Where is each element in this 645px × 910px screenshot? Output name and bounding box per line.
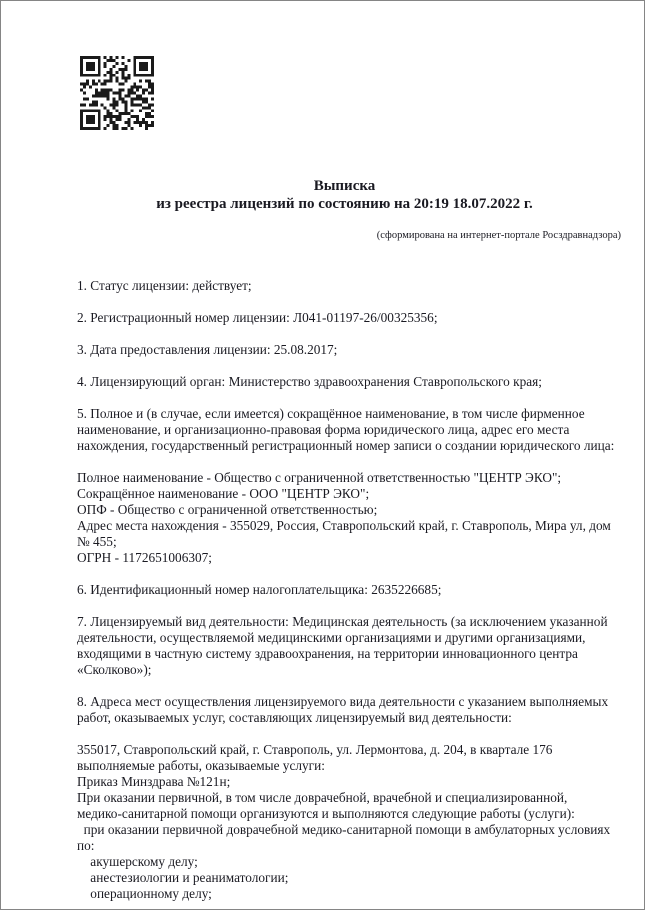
text-line: при оказании первичной доврачебной медико-санитарной помощи в амбулаторных условиях — [77, 822, 611, 837]
text-line: № 455; — [77, 534, 117, 549]
paragraph — [77, 470, 624, 566]
paragraph — [77, 694, 624, 726]
generated-note: (сформирована на интернет-портале Росздравнадзора) — [376, 230, 621, 241]
text-line: работ, оказываемых услуг, составляющих лицензируемый вид деятельности: — [77, 710, 512, 725]
text-line: наименование, и организационно-правовая форма юридического лица, адрес его места — [77, 422, 570, 437]
text-line: 8. Адреса мест осуществления лицензируемого вида деятельности с указанием выполняемых — [77, 694, 609, 709]
title-line-2: из реестра лицензий по состоянию на 20:19 18.07.2022 г. — [156, 196, 533, 212]
text-line: «Сколково»); — [77, 662, 152, 677]
text-line: акушерскому делу; — [77, 854, 198, 869]
text-line: ОПФ - Общество с ограниченной ответственностью; — [77, 502, 378, 517]
text-line: 5. Полное и (в случае, если имеется) сокращённое наименование, в том числе фирменное — [77, 406, 585, 421]
text-line: 355017, Ставропольский край, г. Ставрополь, ул. Лермонтова, д. 204, в квартале 176 — [77, 742, 553, 757]
text-line: Адрес места нахождения - 355029, Россия, Ставропольский край, г. Ставрополь, Мира ул, дом — [77, 518, 611, 533]
text-line: 6. Идентификационный номер налогоплательщика: 2635226685; — [77, 582, 442, 597]
text-line: выполняемые работы, оказываемые услуги: — [77, 758, 325, 773]
paragraph — [77, 742, 624, 902]
paragraph — [77, 278, 624, 294]
text-line: медико-санитарной помощи организуются и выполняются следующие работы (услуги): — [77, 806, 575, 821]
paragraph — [77, 582, 624, 598]
text-line: деятельности, осуществляемой медицинскими организациями и другими организациями, — [77, 630, 586, 645]
paragraph — [77, 614, 624, 678]
text-line: 1. Статус лицензии: действует; — [77, 278, 252, 293]
title-line-1: Выписка — [313, 178, 376, 194]
text-line: Приказ Минздрава №121н; — [77, 774, 231, 789]
text-line: операционному делу; — [77, 886, 212, 901]
text-line: 3. Дата предоставления лицензии: 25.08.2017; — [77, 342, 338, 357]
text-line: При оказании первичной, в том числе доврачебной, врачебной и специализированной, — [77, 790, 568, 805]
text-line: по: — [77, 838, 95, 853]
paragraph — [77, 374, 624, 390]
text-line: Полное наименование - Общество с ограниченной ответственностью "ЦЕНТР ЭКО"; — [77, 470, 562, 485]
document-title — [77, 177, 612, 213]
paragraph — [77, 406, 624, 454]
text-line: Сокращённое наименование - ООО "ЦЕНТР ЭКО"; — [77, 486, 370, 501]
paragraph — [77, 310, 624, 326]
text-line: входящими в частную систему здравоохранения, на территории инновационного центра — [77, 646, 578, 661]
text-line: нахождения, государственный регистрационный номер записи о создании юридического лица: — [77, 438, 615, 453]
paragraph — [77, 342, 624, 358]
text-line: 7. Лицензируемый вид деятельности: Медицинская деятельность (за исключением указанной — [77, 614, 608, 629]
text-line: 2. Регистрационный номер лицензии: Л041-01197-26/00325356; — [77, 310, 438, 325]
qr-code — [80, 55, 154, 131]
text-line: 4. Лицензирующий орган: Министерство здравоохранения Ставропольского края; — [77, 374, 542, 389]
text-line: анестезиологии и реаниматологии; — [77, 870, 289, 885]
document-body — [77, 278, 624, 902]
text-line: ОГРН - 1172651006307; — [77, 550, 212, 565]
